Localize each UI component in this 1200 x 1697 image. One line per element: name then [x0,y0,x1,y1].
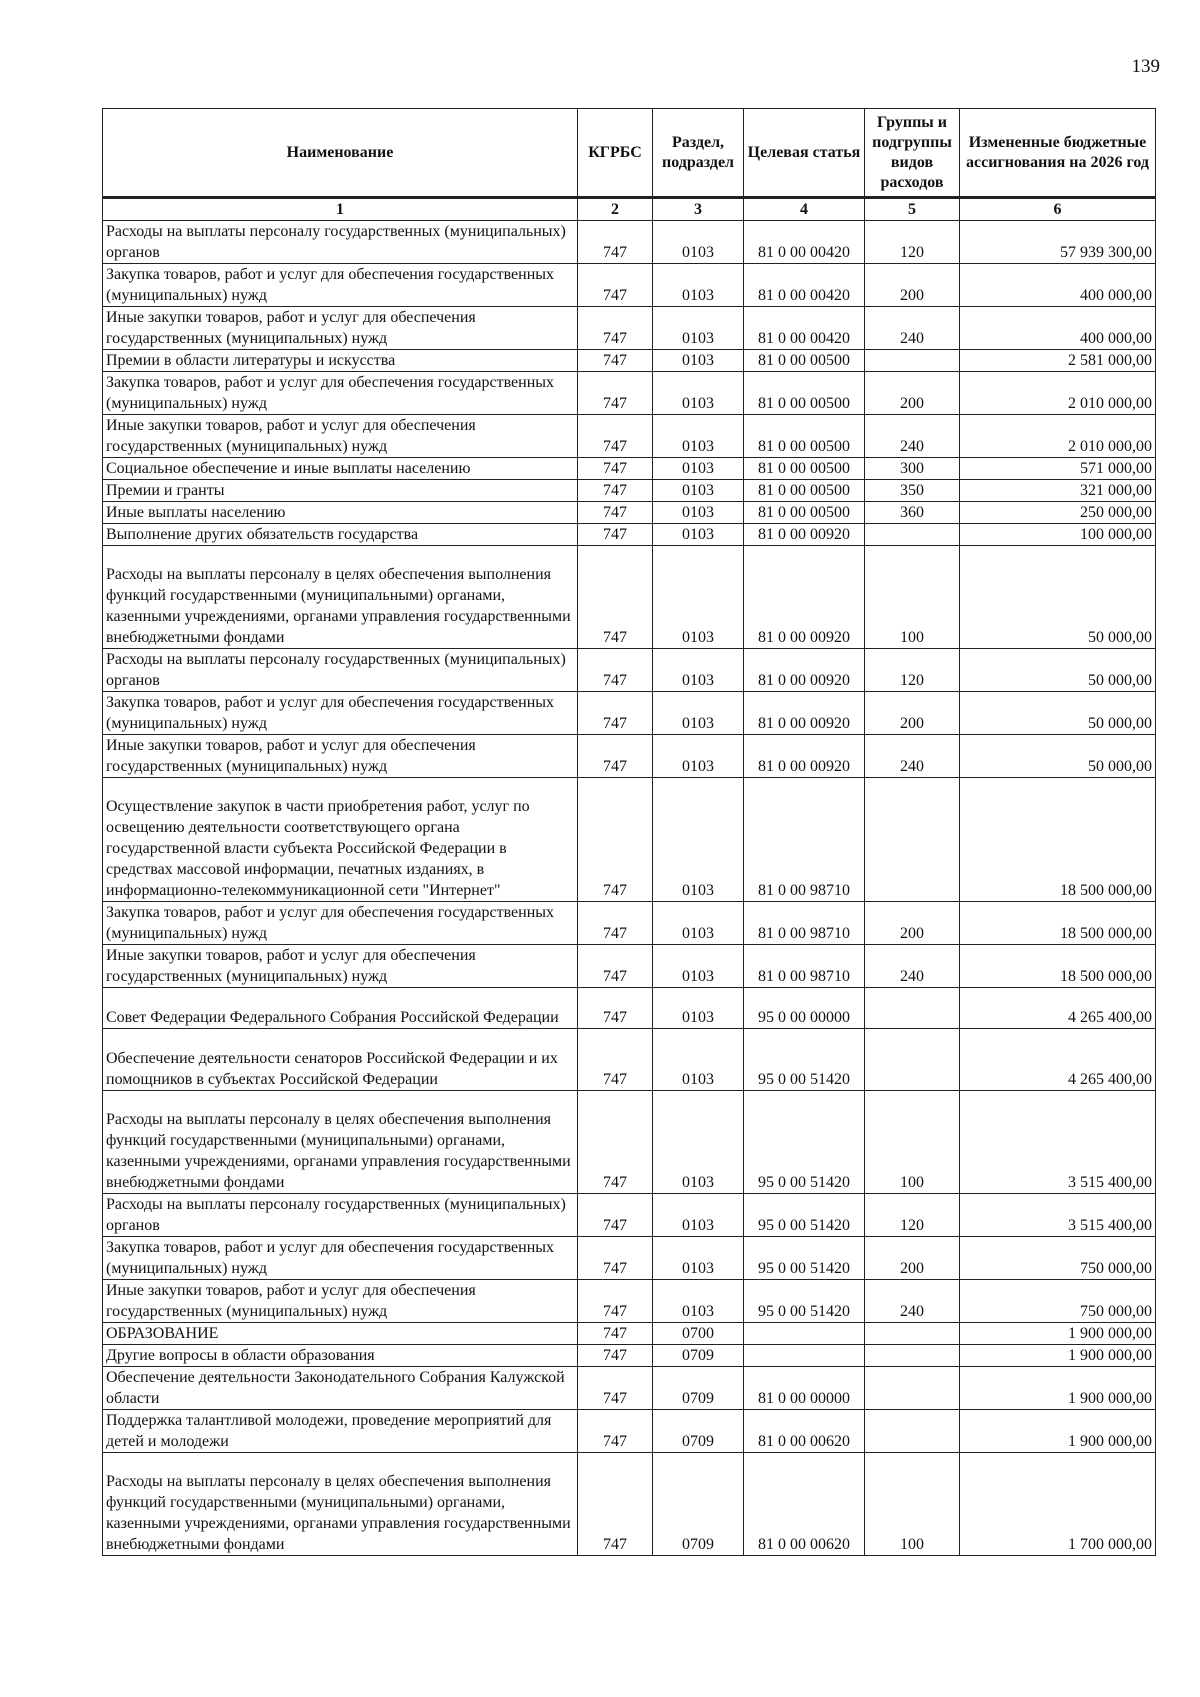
row-name: Иные закупки товаров, работ и услуг для обеспечения государственных (муниципальных) нужд [103,415,578,458]
row-section: 0709 [653,1409,744,1452]
row-expense-group [865,987,960,1028]
row-target: 81 0 00 00620 [744,1452,865,1555]
row-amount: 1 700 000,00 [960,1452,1156,1555]
row-kgrbs: 747 [578,1366,653,1409]
row-target: 81 0 00 98710 [744,944,865,987]
row-section: 0103 [653,546,744,649]
row-section: 0103 [653,264,744,307]
row-target: 81 0 00 00500 [744,458,865,480]
row-target: 81 0 00 98710 [744,901,865,944]
row-section: 0103 [653,735,744,778]
row-name: Расходы на выплаты персоналу в целях обеспечения выполнения функций государственными (муниципальными) органами, казенными учреждениями, органами управления государственными внебюджетными фондами [103,1452,578,1555]
row-kgrbs: 747 [578,350,653,372]
table-row [103,1090,1156,1193]
row-expense-group: 240 [865,944,960,987]
row-section: 0103 [653,778,744,902]
row-target: 81 0 00 00500 [744,502,865,524]
table-row [103,1452,1156,1555]
row-target: 95 0 00 51420 [744,1193,865,1236]
header-expense-group: Группы и подгруппы видов расходов [865,109,960,198]
row-target: 95 0 00 51420 [744,1279,865,1322]
table-row [103,264,1156,307]
row-expense-group [865,1366,960,1409]
row-name: Другие вопросы в области образования [103,1344,578,1366]
row-kgrbs: 747 [578,372,653,415]
row-kgrbs: 747 [578,546,653,649]
row-kgrbs: 747 [578,1409,653,1452]
row-amount: 321 000,00 [960,480,1156,502]
row-section: 0103 [653,1090,744,1193]
row-amount: 1 900 000,00 [960,1322,1156,1344]
row-amount: 4 265 400,00 [960,1028,1156,1090]
row-amount: 3 515 400,00 [960,1090,1156,1193]
table-row [103,1236,1156,1279]
row-section: 0709 [653,1452,744,1555]
row-name: Расходы на выплаты персоналу в целях обеспечения выполнения функций государственными (муниципальными) органами, казенными учреждениями, органами управления государственными внебюджетными фондами [103,1090,578,1193]
row-expense-group [865,1322,960,1344]
row-name: Расходы на выплаты персоналу государственных (муниципальных) органов [103,1193,578,1236]
row-kgrbs: 747 [578,221,653,264]
row-expense-group: 120 [865,221,960,264]
table-row [103,987,1156,1028]
row-amount: 750 000,00 [960,1236,1156,1279]
row-section: 0103 [653,901,744,944]
row-section: 0709 [653,1344,744,1366]
column-number-row [103,198,1156,221]
row-kgrbs: 747 [578,901,653,944]
row-name: Премии в области литературы и искусства [103,350,578,372]
row-target: 81 0 00 98710 [744,778,865,902]
row-kgrbs: 747 [578,944,653,987]
row-target: 81 0 00 00920 [744,546,865,649]
row-name: Закупка товаров, работ и услуг для обеспечения государственных (муниципальных) нужд [103,372,578,415]
row-expense-group: 200 [865,264,960,307]
row-section: 0103 [653,415,744,458]
row-target: 81 0 00 00420 [744,264,865,307]
row-name: Закупка товаров, работ и услуг для обеспечения государственных (муниципальных) нужд [103,264,578,307]
row-expense-group [865,1409,960,1452]
row-name: Иные закупки товаров, работ и услуг для обеспечения государственных (муниципальных) нужд [103,1279,578,1322]
row-kgrbs: 747 [578,1028,653,1090]
row-section: 0103 [653,502,744,524]
column-number: 6 [960,198,1156,221]
header-target: Целевая статья [744,109,865,198]
row-section: 0103 [653,649,744,692]
row-amount: 18 500 000,00 [960,944,1156,987]
row-amount: 750 000,00 [960,1279,1156,1322]
row-amount: 18 500 000,00 [960,901,1156,944]
row-target: 81 0 00 00920 [744,735,865,778]
row-name: Поддержка талантливой молодежи, проведение мероприятий для детей и молодежи [103,1409,578,1452]
row-name: Выполнение других обязательств государства [103,524,578,546]
row-amount: 250 000,00 [960,502,1156,524]
row-section: 0103 [653,944,744,987]
row-kgrbs: 747 [578,458,653,480]
row-expense-group: 200 [865,692,960,735]
row-amount: 50 000,00 [960,546,1156,649]
row-kgrbs: 747 [578,502,653,524]
table-row [103,1322,1156,1344]
row-section: 0103 [653,1236,744,1279]
row-kgrbs: 747 [578,1090,653,1193]
table-body [103,221,1156,1556]
row-amount: 50 000,00 [960,692,1156,735]
row-target: 81 0 00 00420 [744,221,865,264]
row-target [744,1322,865,1344]
row-target: 81 0 00 00500 [744,415,865,458]
row-kgrbs: 747 [578,1322,653,1344]
row-target: 95 0 00 51420 [744,1028,865,1090]
row-name: Расходы на выплаты персоналу в целях обеспечения выполнения функций государственными (муниципальными) органами, казенными учреждениями, органами управления государственными внебюджетными фондами [103,546,578,649]
header-name: Наименование [103,109,578,198]
table-row [103,458,1156,480]
row-section: 0103 [653,1193,744,1236]
table-row [103,502,1156,524]
row-name: Расходы на выплаты персоналу государственных (муниципальных) органов [103,221,578,264]
row-amount: 1 900 000,00 [960,1409,1156,1452]
row-target: 81 0 00 00920 [744,649,865,692]
row-amount: 2 581 000,00 [960,350,1156,372]
row-amount: 571 000,00 [960,458,1156,480]
row-target [744,1344,865,1366]
row-expense-group: 120 [865,649,960,692]
row-name: ОБРАЗОВАНИЕ [103,1322,578,1344]
row-kgrbs: 747 [578,735,653,778]
row-kgrbs: 747 [578,264,653,307]
row-name: Обеспечение деятельности сенаторов Российской Федерации и их помощников в субъектах Российской Федерации [103,1028,578,1090]
row-kgrbs: 747 [578,524,653,546]
row-section: 0103 [653,524,744,546]
row-section: 0103 [653,1279,744,1322]
row-expense-group [865,350,960,372]
row-expense-group: 200 [865,901,960,944]
row-kgrbs: 747 [578,1193,653,1236]
row-target: 81 0 00 00620 [744,1409,865,1452]
column-number: 2 [578,198,653,221]
table-row [103,901,1156,944]
table-row [103,1344,1156,1366]
table-row [103,778,1156,902]
row-kgrbs: 747 [578,692,653,735]
table-row [103,350,1156,372]
row-name: Премии и гранты [103,480,578,502]
row-name: Закупка товаров, работ и услуг для обеспечения государственных (муниципальных) нужд [103,901,578,944]
row-name: Иные закупки товаров, работ и услуг для обеспечения государственных (муниципальных) нужд [103,735,578,778]
row-expense-group: 240 [865,1279,960,1322]
row-section: 0709 [653,1366,744,1409]
row-amount: 400 000,00 [960,307,1156,350]
row-section: 0103 [653,692,744,735]
row-expense-group [865,1028,960,1090]
row-kgrbs: 747 [578,415,653,458]
row-amount: 1 900 000,00 [960,1344,1156,1366]
row-target: 81 0 00 00500 [744,480,865,502]
budget-table [102,108,1156,1556]
row-kgrbs: 747 [578,1452,653,1555]
row-target: 81 0 00 00920 [744,524,865,546]
column-number: 3 [653,198,744,221]
row-section: 0103 [653,372,744,415]
row-name: Закупка товаров, работ и услуг для обеспечения государственных (муниципальных) нужд [103,692,578,735]
row-expense-group: 360 [865,502,960,524]
row-expense-group: 200 [865,372,960,415]
table-row [103,524,1156,546]
row-section: 0103 [653,307,744,350]
header-kgrbs: КГРБС [578,109,653,198]
column-number: 1 [103,198,578,221]
row-target: 81 0 00 00500 [744,372,865,415]
row-section: 0103 [653,1028,744,1090]
row-expense-group: 350 [865,480,960,502]
table-row [103,307,1156,350]
row-amount: 18 500 000,00 [960,778,1156,902]
row-name: Иные выплаты населению [103,502,578,524]
row-kgrbs: 747 [578,987,653,1028]
row-expense-group [865,524,960,546]
row-target: 81 0 00 00920 [744,692,865,735]
row-target: 81 0 00 00500 [744,350,865,372]
table-row [103,944,1156,987]
row-name: Закупка товаров, работ и услуг для обеспечения государственных (муниципальных) нужд [103,1236,578,1279]
table-row [103,735,1156,778]
table-row [103,1279,1156,1322]
row-section: 0700 [653,1322,744,1344]
row-target: 95 0 00 51420 [744,1236,865,1279]
row-name: Иные закупки товаров, работ и услуг для обеспечения государственных (муниципальных) нужд [103,307,578,350]
table-row [103,546,1156,649]
row-expense-group: 100 [865,546,960,649]
row-amount: 3 515 400,00 [960,1193,1156,1236]
row-name: Социальное обеспечение и иные выплаты населению [103,458,578,480]
row-expense-group: 120 [865,1193,960,1236]
row-kgrbs: 747 [578,480,653,502]
row-expense-group: 240 [865,735,960,778]
row-amount: 400 000,00 [960,264,1156,307]
row-expense-group [865,778,960,902]
row-section: 0103 [653,221,744,264]
table-row [103,221,1156,264]
row-amount: 2 010 000,00 [960,415,1156,458]
table-row [103,1193,1156,1236]
row-name: Совет Федерации Федерального Собрания Российской Федерации [103,987,578,1028]
row-name: Расходы на выплаты персоналу государственных (муниципальных) органов [103,649,578,692]
row-name: Иные закупки товаров, работ и услуг для обеспечения государственных (муниципальных) нужд [103,944,578,987]
row-target: 95 0 00 00000 [744,987,865,1028]
table-row [103,1409,1156,1452]
row-kgrbs: 747 [578,649,653,692]
row-expense-group: 240 [865,307,960,350]
row-amount: 100 000,00 [960,524,1156,546]
header-row [103,109,1156,198]
table-row [103,480,1156,502]
row-expense-group: 200 [865,1236,960,1279]
row-kgrbs: 747 [578,307,653,350]
row-kgrbs: 747 [578,1236,653,1279]
row-amount: 50 000,00 [960,649,1156,692]
table-row [103,692,1156,735]
row-kgrbs: 747 [578,778,653,902]
row-amount: 2 010 000,00 [960,372,1156,415]
row-amount: 1 900 000,00 [960,1366,1156,1409]
row-amount: 57 939 300,00 [960,221,1156,264]
table-row [103,649,1156,692]
row-expense-group: 100 [865,1452,960,1555]
row-target: 81 0 00 00420 [744,307,865,350]
row-section: 0103 [653,987,744,1028]
row-name: Осуществление закупок в части приобретения работ, услуг по освещению деятельности соответствующего органа государственной власти субъекта Российской Федерации в средствах массовой информации, печатных изданиях, в информационно-телекоммуникационной сети "Интернет" [103,778,578,902]
page-number: 139 [1131,56,1160,77]
row-section: 0103 [653,350,744,372]
row-kgrbs: 747 [578,1279,653,1322]
row-expense-group: 100 [865,1090,960,1193]
header-amount: Измененные бюджетные ассигнования на 2026 год [960,109,1156,198]
row-target: 95 0 00 51420 [744,1090,865,1193]
header-section: Раздел, подраздел [653,109,744,198]
row-amount: 4 265 400,00 [960,987,1156,1028]
table-row [103,415,1156,458]
column-number: 5 [865,198,960,221]
row-amount: 50 000,00 [960,735,1156,778]
table-row [103,1028,1156,1090]
row-expense-group: 300 [865,458,960,480]
row-kgrbs: 747 [578,1344,653,1366]
table-row [103,372,1156,415]
row-section: 0103 [653,480,744,502]
row-expense-group [865,1344,960,1366]
row-expense-group: 240 [865,415,960,458]
column-number: 4 [744,198,865,221]
table-row [103,1366,1156,1409]
row-target: 81 0 00 00000 [744,1366,865,1409]
row-section: 0103 [653,458,744,480]
row-name: Обеспечение деятельности Законодательного Собрания Калужской области [103,1366,578,1409]
